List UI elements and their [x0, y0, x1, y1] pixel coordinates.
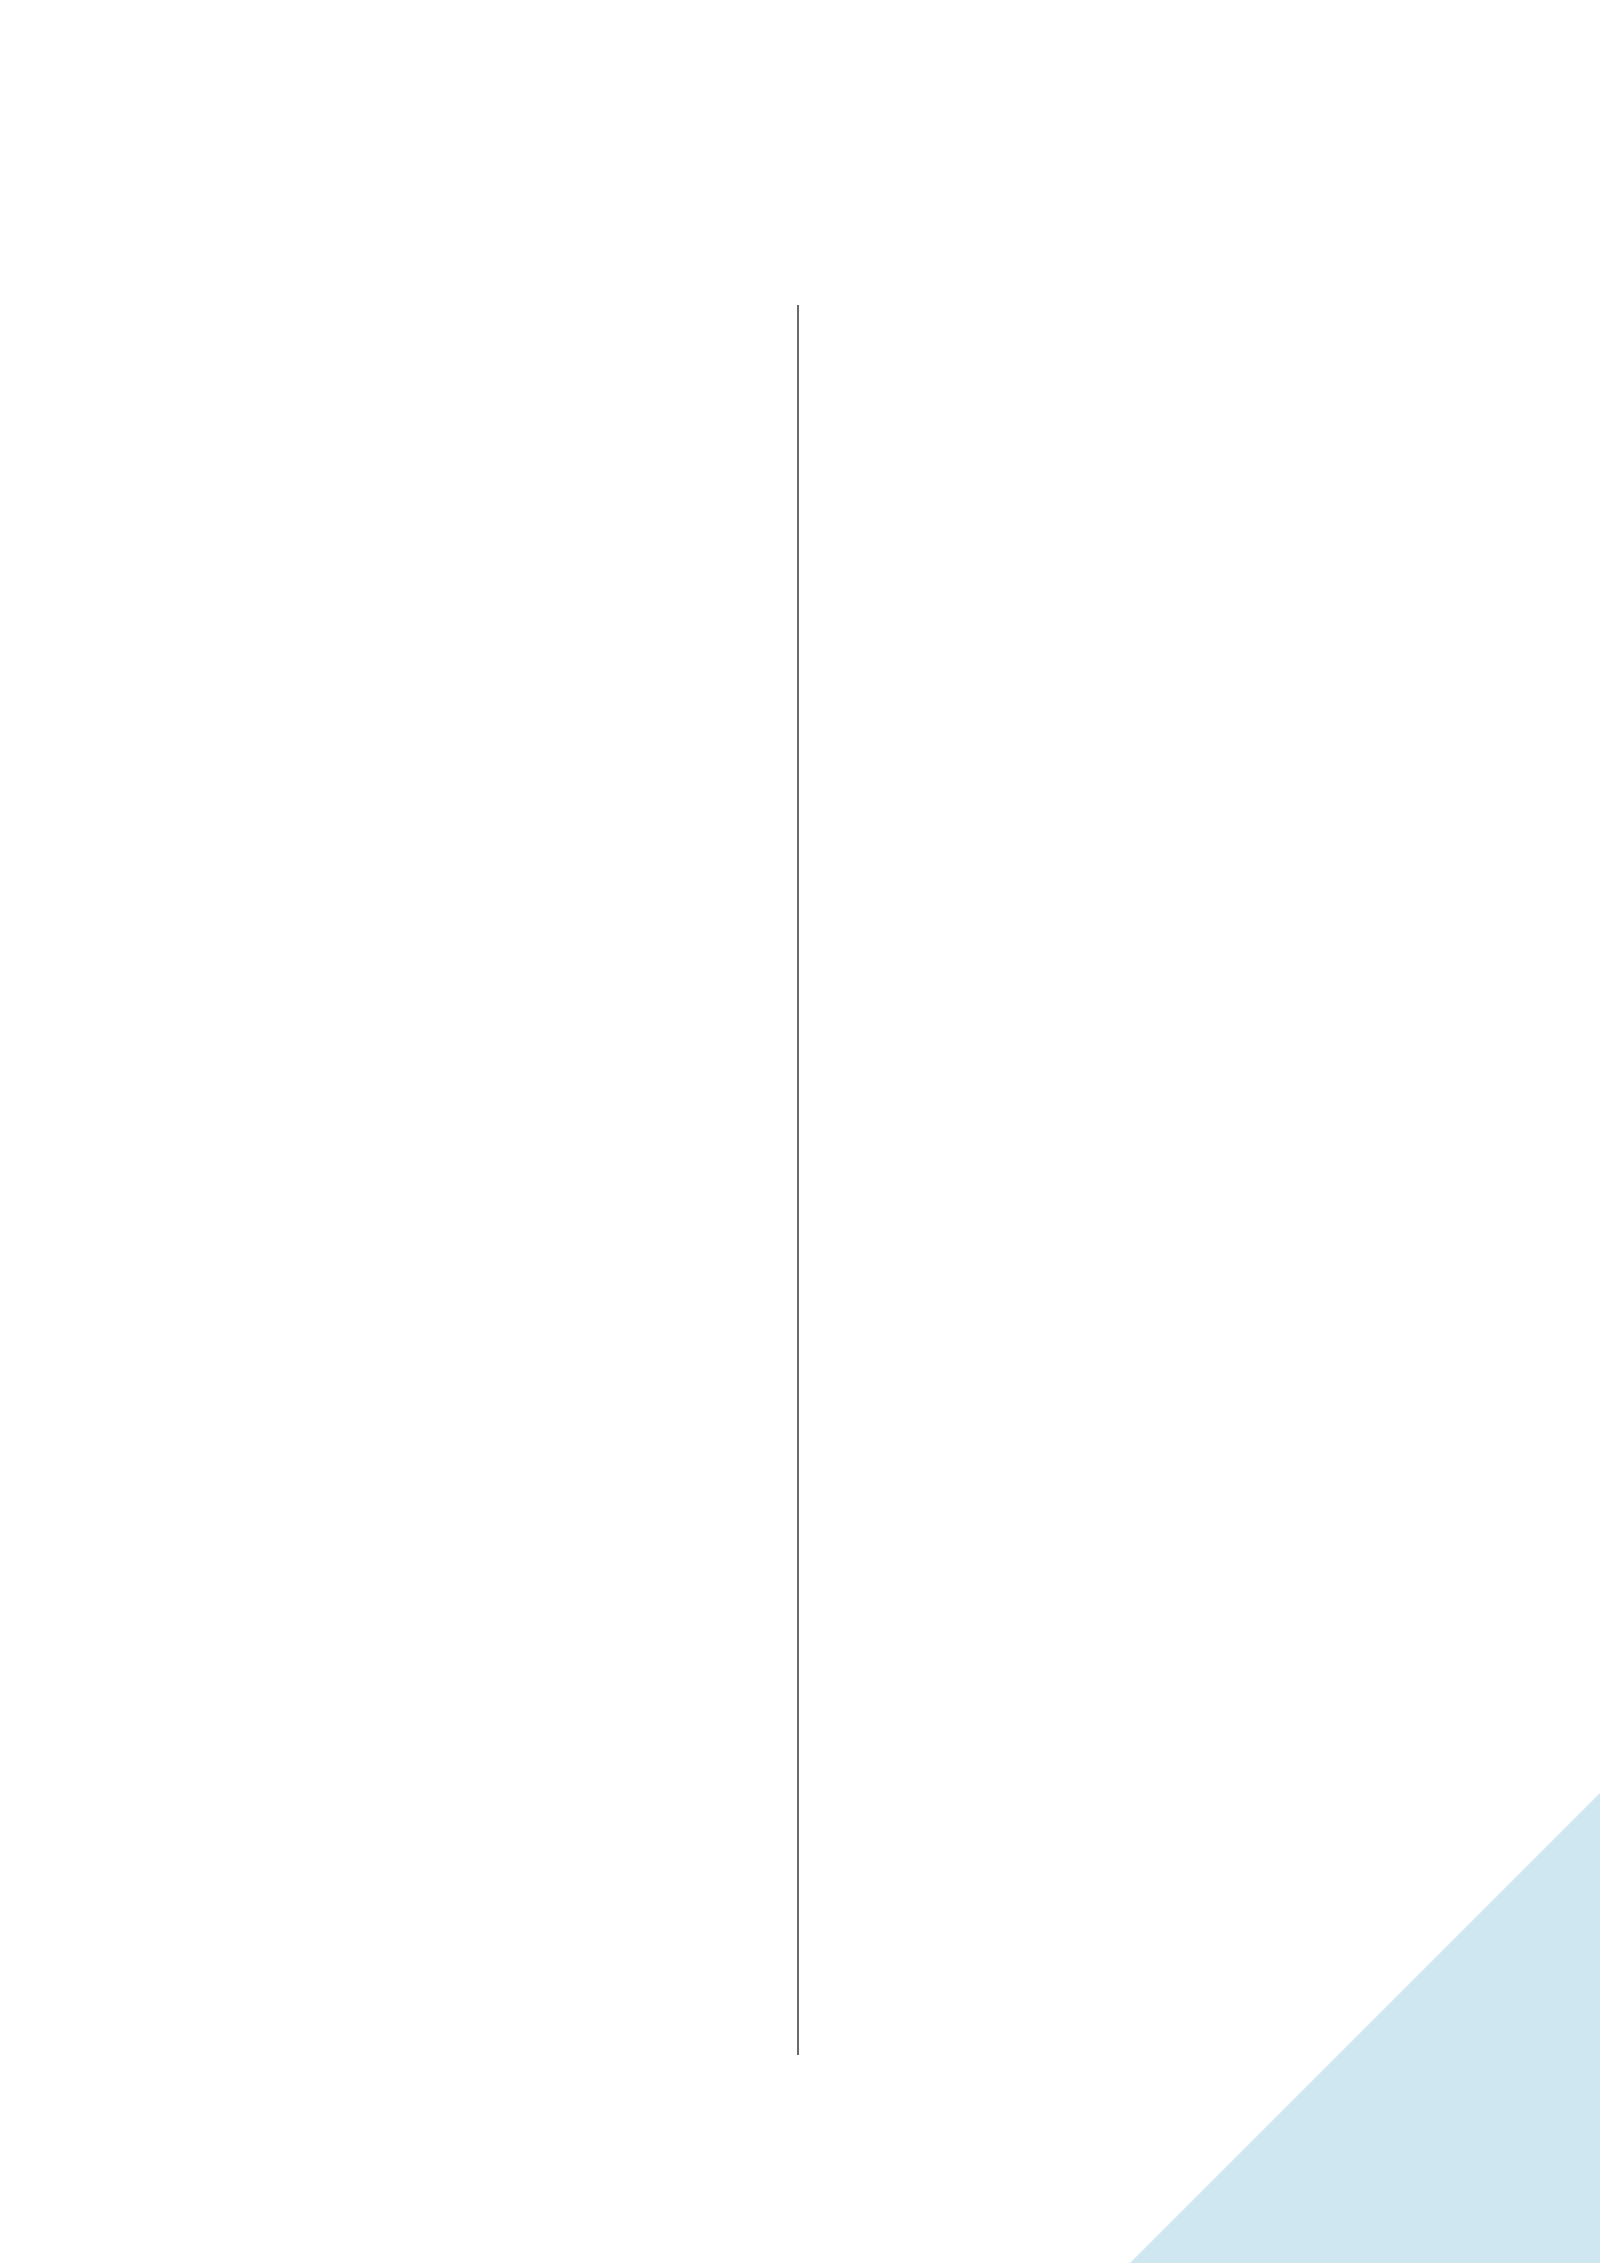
holly-border-left: [60, 140, 155, 2120]
holly-border-top: [60, 55, 1540, 160]
holly-border-right: [1440, 140, 1540, 2120]
holly-border-bottom: [60, 2100, 1540, 2200]
column-divider: [797, 305, 799, 2055]
